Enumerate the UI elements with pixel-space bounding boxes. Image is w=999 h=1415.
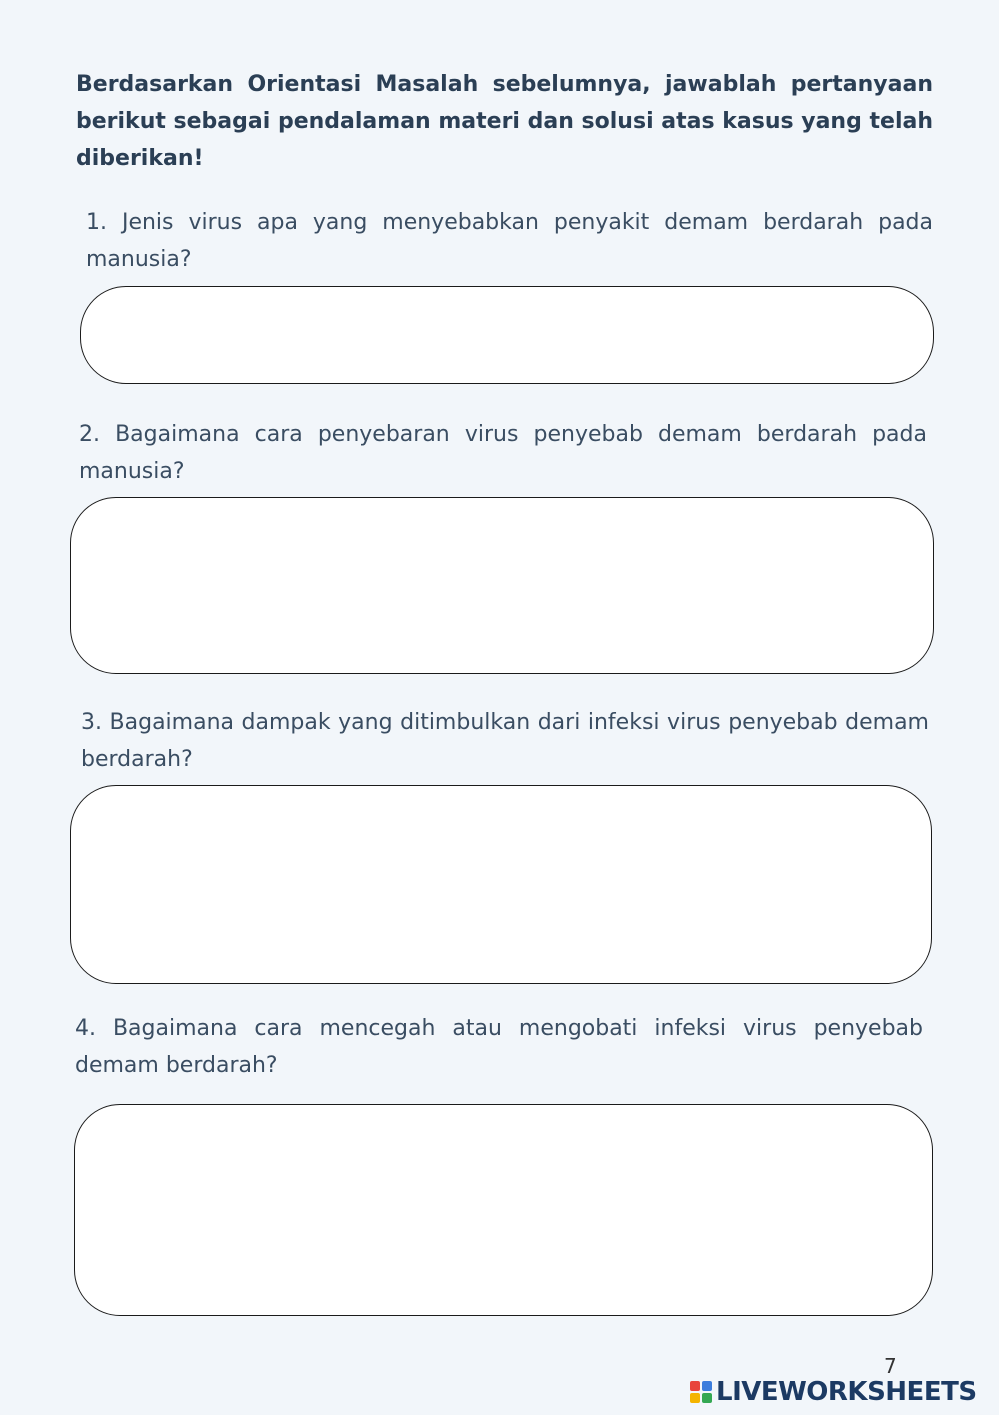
- liveworksheets-logo-icon: [690, 1381, 712, 1403]
- brand-name: LIVEWORKSHEETS: [716, 1377, 977, 1407]
- answer-box-3[interactable]: [70, 785, 932, 984]
- question-3: 3. Bagaimana dampak yang ditimbulkan dari infeksi virus penyebab demam berdarah?: [81, 710, 929, 772]
- logo-square-green: [702, 1393, 712, 1403]
- liveworksheets-brand[interactable]: [690, 1377, 977, 1407]
- answer-box-2[interactable]: [70, 497, 934, 674]
- logo-square-red: [690, 1381, 700, 1391]
- logo-square-blue: [702, 1381, 712, 1391]
- question-2: 2. Bagaimana cara penyebaran virus penyebab demam berdarah pada manusia?: [79, 422, 927, 484]
- question-4: 4. Bagaimana cara mencegah atau mengobati infeksi virus penyebab demam berdarah?: [75, 1016, 923, 1078]
- answer-box-1[interactable]: [80, 286, 934, 384]
- logo-square-yellow: [690, 1393, 700, 1403]
- page-number: 7: [884, 1354, 897, 1378]
- answer-box-4[interactable]: [74, 1104, 933, 1316]
- instructions: Berdasarkan Orientasi Masalah sebelumnya, jawablah pertanyaan berikut sebagai pendalaman materi dan solusi atas kasus yang telah diberikan!: [76, 72, 933, 171]
- question-1: 1. Jenis virus apa yang menyebabkan penyakit demam berdarah pada manusia?: [86, 210, 933, 272]
